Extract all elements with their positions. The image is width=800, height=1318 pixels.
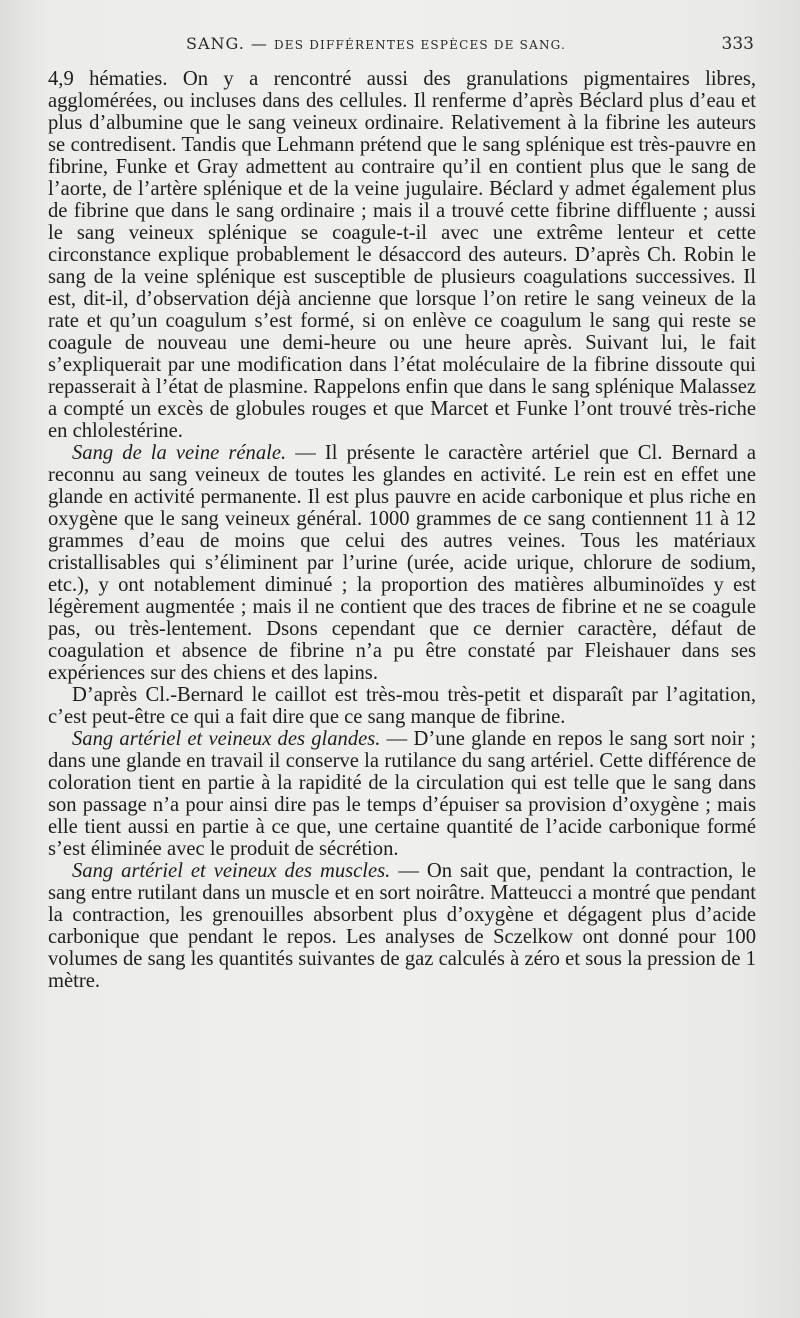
paragraph-renal-vein [48,442,756,684]
section-heading: Sang de la veine rénale. [72,442,287,464]
paragraph-glands [48,728,756,860]
section-heading: Sang artériel et veineux des muscles. [72,860,391,882]
running-header [48,34,754,60]
paragraph-text: D’après Cl.-Bernard le caillot est très-mou très-petit et disparaît par l’agitation, c’est peut-être ce qui a fait dire que ce sang manque de fibrine. [48,684,756,728]
running-title [186,34,566,53]
section-heading: Sang artériel et veineux des glandes. [72,728,381,750]
paragraph-text: — On sait que, pendant la contraction, le sang entre rutilant dans un muscle et en sort noirâtre. Matteucci a montré que pendant la contraction, les grenouilles absorbent plus d’oxygène et dégagent plus d’acide carbonique que pendant le repos. Les analyses de Sczelkow ont donné pour 100 volumes de sang les quantités suivantes de gaz calculés à zéro et sous la pression de 1 mètre. [48,860,756,992]
paragraph-text: 4,9 hématies. On y a rencontré aussi des granulations pigmentaires libres, agglomérées, ou incluses dans des cellules. Il renferme d’après Béclard plus d’eau et plus d’albumine que le sang veineux ordinaire. Relativement à la fibrine les auteurs se contredisent. Tandis que Lehmann prétend que le sang splénique est très-pauvre en fibrine, Funke et Gray admettent au contraire qu’il en contient plus que le sang de l’aorte, de l’artère splénique et de la veine jugulaire. Béclard y admet également plus de fibrine que dans le sang ordinaire ; mais il a trouvé cette fibrine diffluente ; aussi le sang veineux splénique se coagule-t-il avec une extrême lenteur et cette circonstance explique probablement le désaccord des auteurs. D’après Ch. Robin le sang de la veine splénique est susceptible de plusieurs coagulations successives. Il est, dit-il, d’observation déjà ancienne que lorsque l’on retire le sang veineux de la rate et qu’un coagulum s’est formé, si on enlève ce coagulum le sang qui reste se coagule de nouveau une demi-heure ou une heure après. Suivant lui, le fait s’expliquerait par une modification dans l’état moléculaire de la fibrine dissoute qui repasserait à l’état de plasmine. Rappelons enfin que dans le sang splénique Malassez a compté un excès de globules rouges et que Marcet et Funke l’ont trouvé très-riche en chlolestérine. [48,68,756,442]
page-number: 333 [721,34,754,54]
paragraph-splenic-blood [48,68,756,442]
paragraph-cl-bernard [48,684,756,728]
paragraph-text: — Il présente le caractère artériel que Cl. Bernard a reconnu au sang veineux de toutes les glandes en activité. Le rein est en effet une glande en activité permanente. Il est plus pauvre en acide carbonique et plus riche en oxygène que le sang veineux général. 1000 grammes de ce sang contiennent 11 à 12 grammes d’eau de moins que celui des autres veines. Tous les matériaux cristallisables qui s’éliminent par l’urine (urée, acide urique, chlorure de sodium, etc.), y ont notablement diminué ; la proportion des matières albuminoïdes y est légèrement augmentée ; mais il ne contient que des traces de fibrine et ne se coagule pas, ou très-lentement. Dsons cependant que ce dernier caractère, défaut de coagulation et absence de fibrine n’a pu être constaté par Fleishauer dans ses expériences sur des chiens et des lapins. [48,442,756,684]
body-text [48,68,756,992]
paragraph-muscles [48,860,756,992]
paragraph-text: — D’une glande en repos le sang sort noir ; dans une glande en travail il conserve la rutilance du sang artériel. Cette différence de coloration tient en partie à la rapidité de la circulation qui est telle que le sang dans son passage n’a pour ainsi dire pas le temps d’épuiser sa provision d’oxygène ; mais elle tient aussi en partie à ce que, une certaine quantité de l’acide carbonique formé s’est éliminée avec le produit de sécrétion. [48,728,756,860]
running-title-main: SANG. — [186,34,274,53]
running-title-small: DES DIFFÉRENTES ESPÈCES DE SANG. [273,38,567,52]
